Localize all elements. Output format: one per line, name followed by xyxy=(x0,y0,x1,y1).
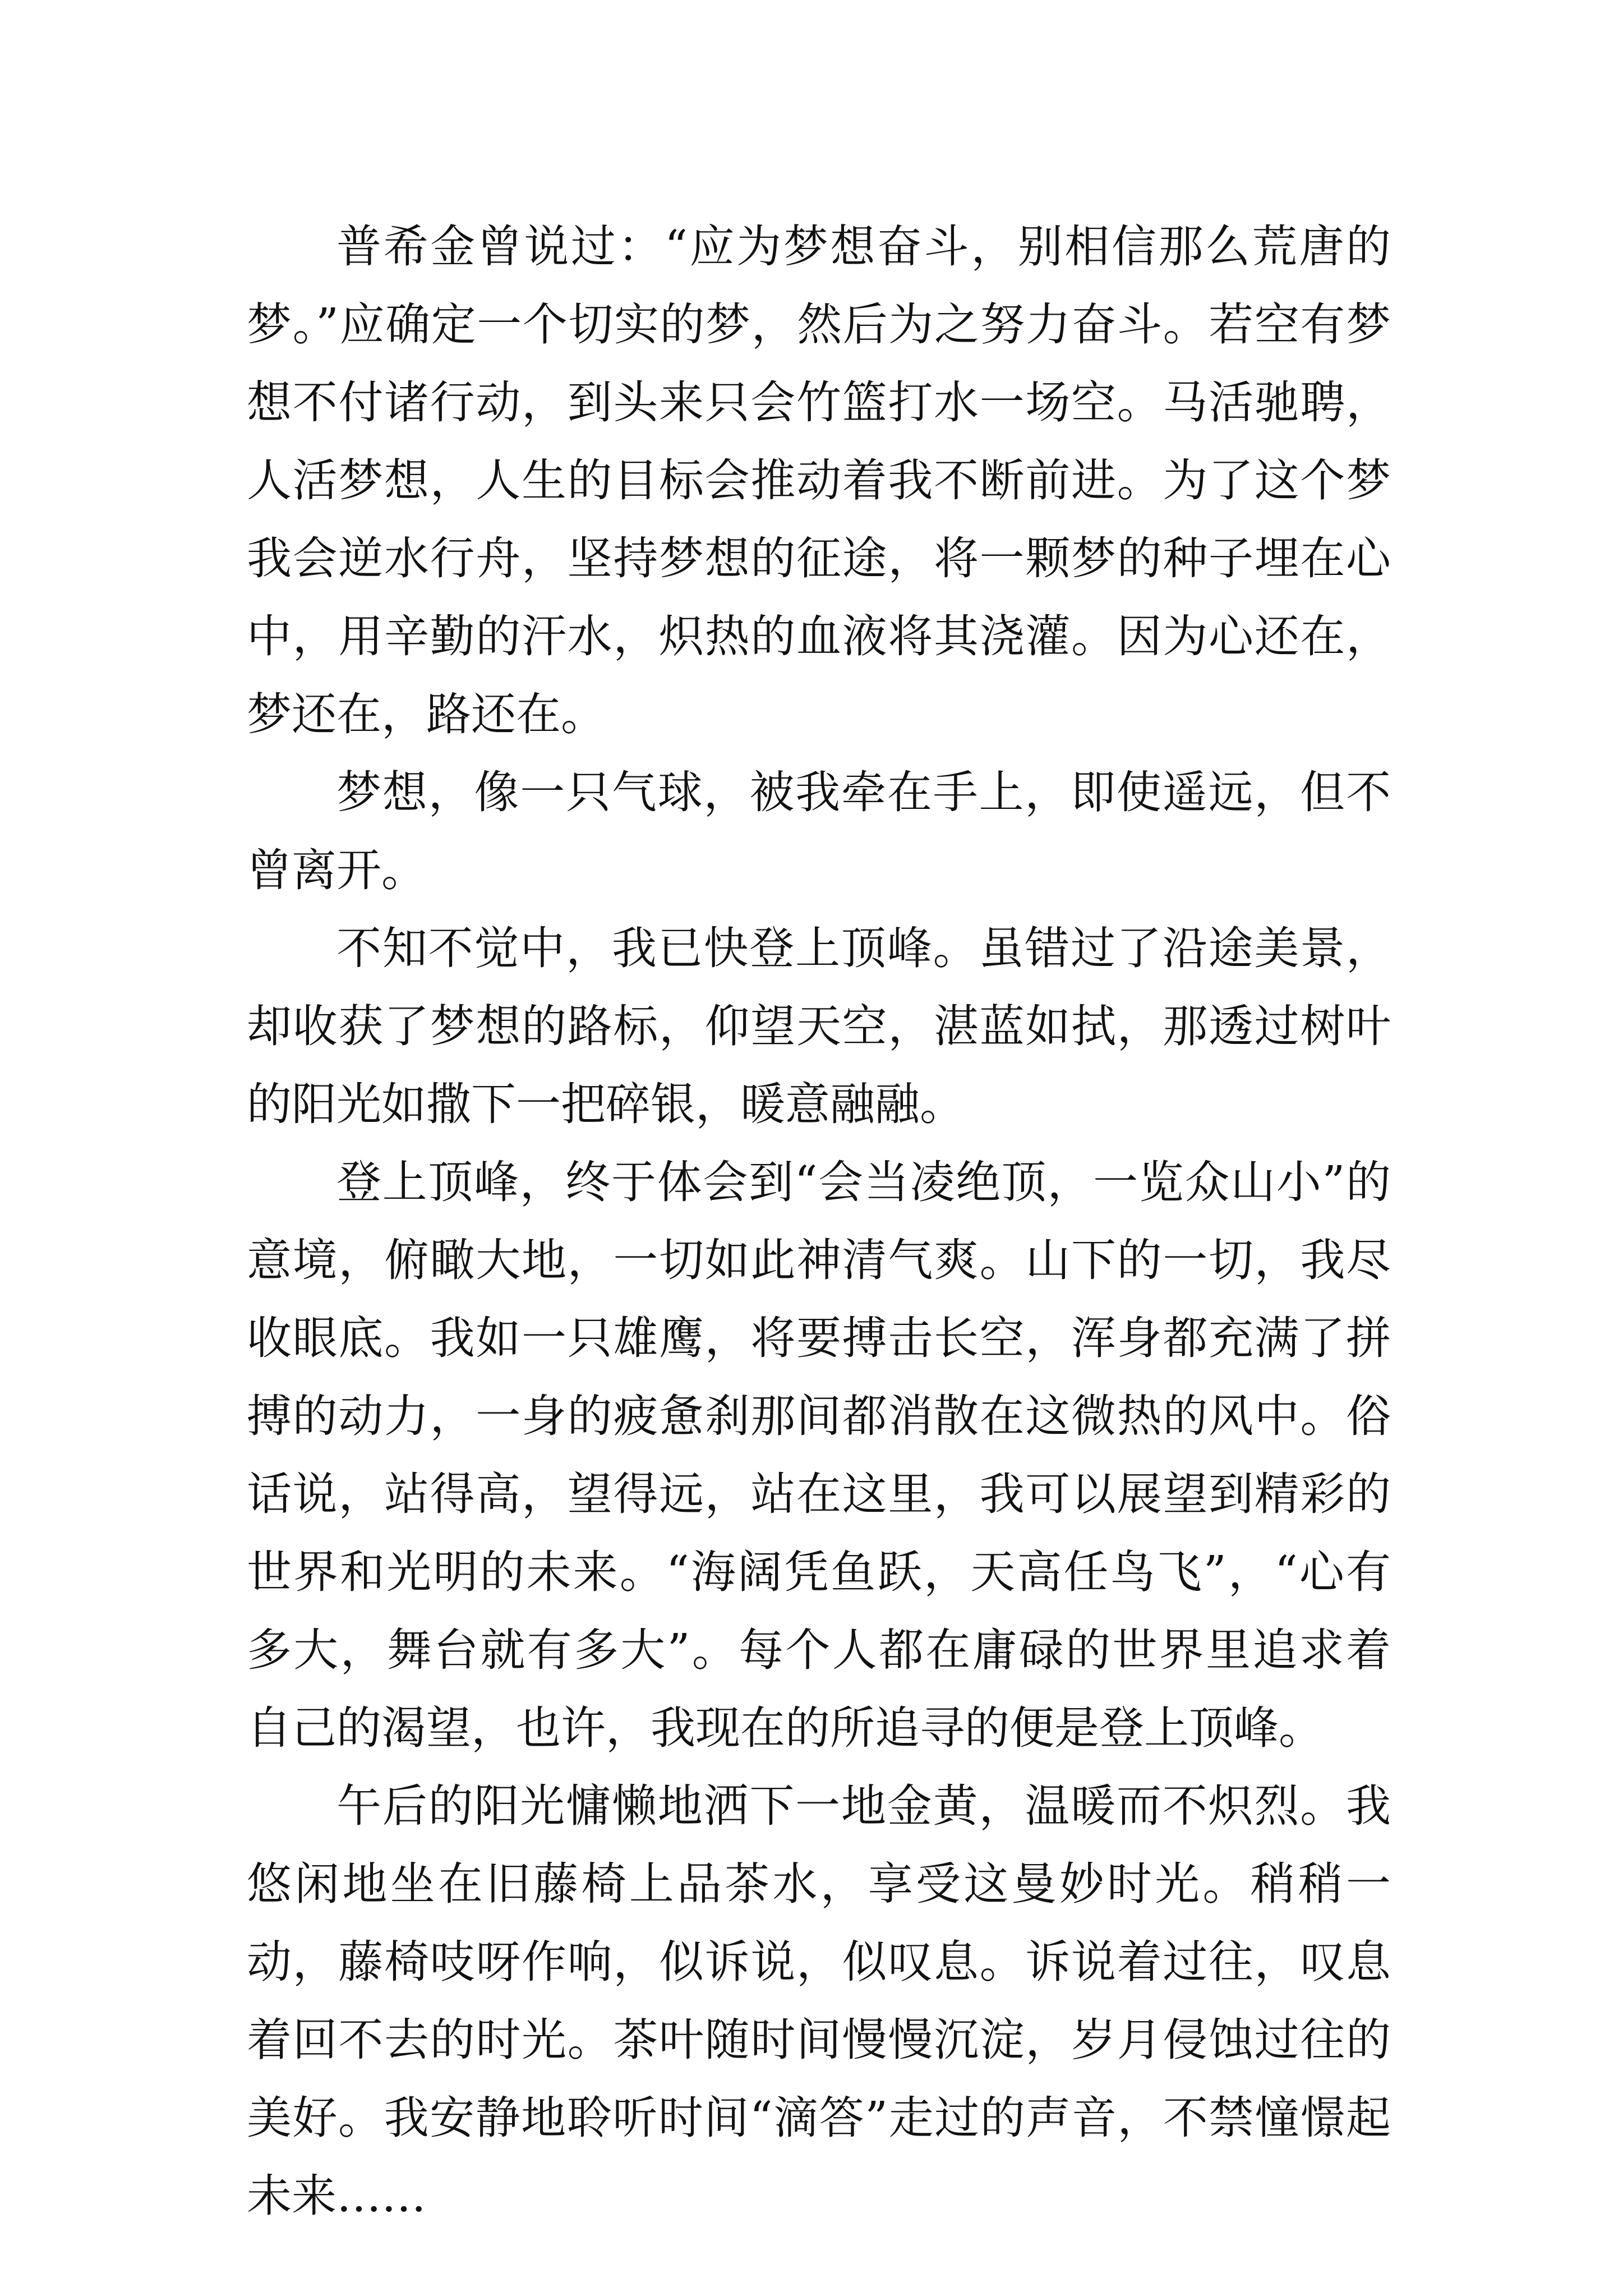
paragraph-4: 登上顶峰，终于体会到“会当凌绝顶，一览众山小”的意境，俯瞰大地，一切如此神清气爽。山下的一切，我尽收眼底。我如一只雄鹰，将要搏击长空，浑身都充满了拼搏的动力，一身的疲惫刹那间都消散在这微热的风中。俗话说，站得高，望得远，站在这里，我可以展望到精彩的世界和光明的未来。“海阔凭鱼跃，天高任鸟飞”，“心有多大，舞台就有多大”。每个人都在庸碌的世界里追求着自己的渴望，也许，我现在的所追寻的便是登上顶峰。 xyxy=(247,1156,1391,1754)
paragraph-1: 普希金曾说过：“应为梦想奋斗，别相信那么荒唐的梦。”应确定一个切实的梦，然后为之努力奋斗。若空有梦想不付诸行动，到头来只会竹篮打水一场空。马活驰聘，人活梦想，人生的目标会推动着我不断前进。为了这个梦我会逆水行舟，坚持梦想的征途，将一颗梦的种子埋在心中，用辛勤的汗水，炽热的血液将其浇灌。因为心还在，梦还在，路还在。 xyxy=(247,220,1391,740)
paragraph-2: 梦想，像一只气球，被我牵在手上，即使遥远，但不曾离开。 xyxy=(247,766,1391,896)
paragraph-3: 不知不觉中，我已快登上顶峰。虽错过了沿途美景，却收获了梦想的路标，仰望天空，湛蓝如拭，那透过树叶的阳光如撒下一把碎银，暖意融融。 xyxy=(247,922,1391,1130)
document-body xyxy=(247,208,1391,2235)
paragraph-5: 午后的阳光慵懒地洒下一地金黄，温暖而不炽烈。我悠闲地坐在旧藤椅上品茶水，享受这曼妙时光。稍稍一动，藤椅吱呀作响，似诉说，似叹息。诉说着过往，叹息着回不去的时光。茶叶随时间慢慢沉淀，岁月侵蚀过往的美好。我安静地聆听时间“滴答”走过的声音，不禁憧憬起未来…… xyxy=(247,1780,1391,2222)
